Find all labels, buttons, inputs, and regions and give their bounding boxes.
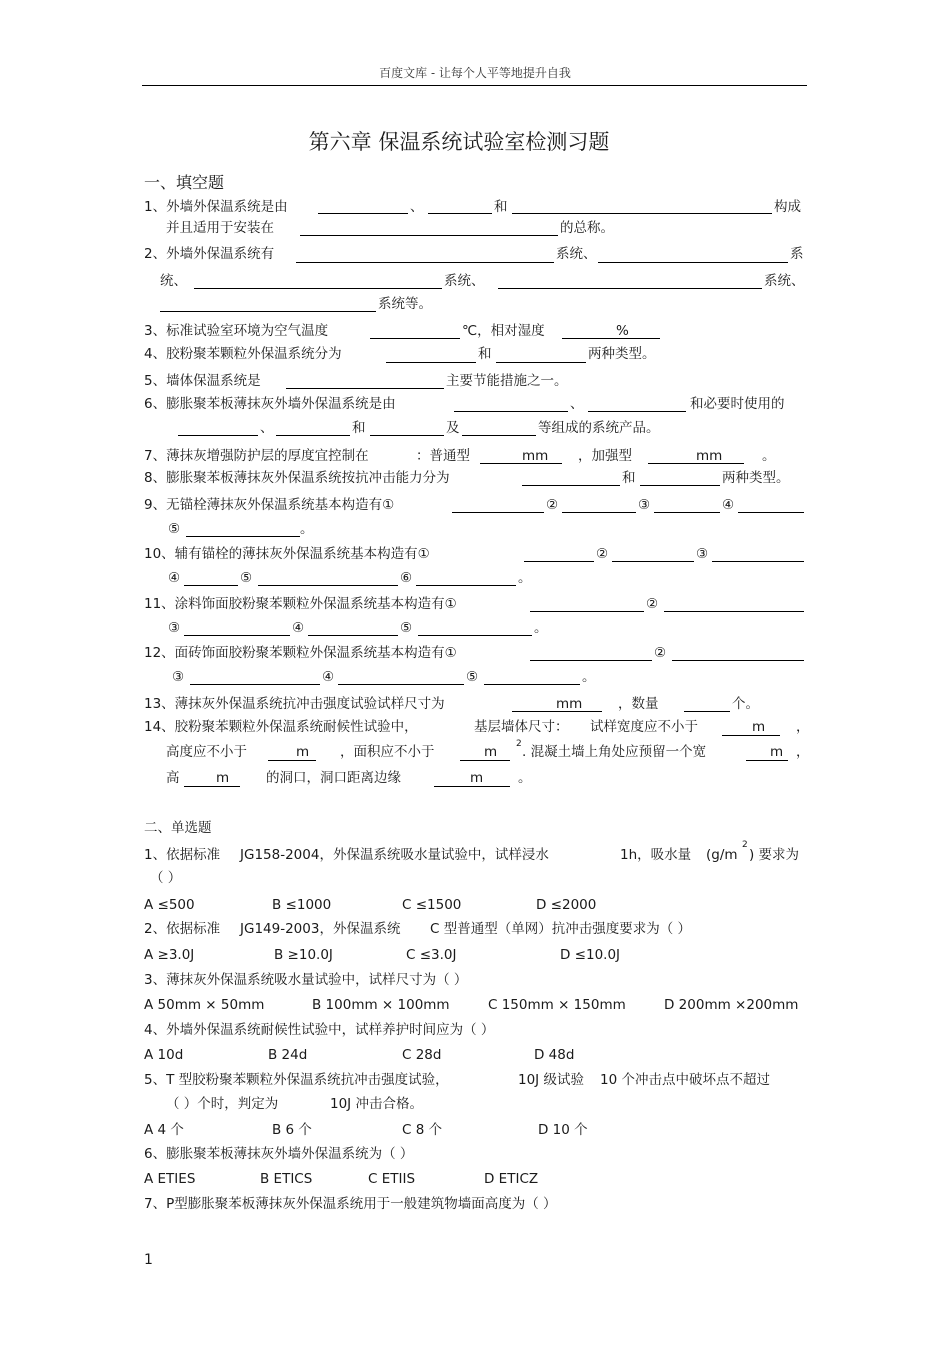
answer-blank[interactable]: [530, 660, 652, 661]
c7-text-a: 7、P型膨胀聚苯板薄抹灰外保温系统用于一般建筑物墙面高度为（ ）: [144, 1196, 557, 1212]
q3-text-a: 3、标准试验室环境为空气温度: [144, 323, 329, 339]
q14-unit-edge: m: [470, 770, 484, 786]
answer-blank[interactable]: [664, 611, 804, 612]
q1-text-a: 1、外墙外保温系统是由: [144, 199, 288, 215]
q14-unit-hole-width: m: [770, 744, 784, 760]
q14-text-e: ，: [796, 719, 810, 735]
c5-text-b: 10J 级试验: [518, 1072, 584, 1088]
q14-unit-area: m: [484, 744, 498, 760]
answer-blank[interactable]: [286, 388, 444, 389]
q8-text-c: 两种类型。: [722, 470, 790, 486]
q14-text-f: 高度应不小于: [166, 744, 247, 760]
q13-unit-mm: mm: [556, 696, 583, 712]
c4-text-a: 4、外墙外保温系统耐候性试验中，试样养护时间应为（ ）: [144, 1022, 495, 1038]
q12-text-f: 。: [582, 669, 596, 685]
q9-text-b: ②: [546, 497, 559, 513]
c6-text-a: 6、膨胀聚苯板薄抹灰外墙外保温系统为（ ）: [144, 1146, 414, 1162]
c2-option-b[interactable]: B ≥10.0J: [274, 947, 333, 963]
c1-text-b: JG158-2004，外保温系统吸水量试验中，试样浸水: [240, 847, 549, 863]
q14-text-k: . 混凝土墙上角处应预留一个宽: [522, 744, 707, 760]
q7-text-a: 7、薄抹灰增强防护层的厚度宜控制在: [144, 448, 369, 464]
q1-text-c: 和: [494, 199, 508, 215]
answer-blank[interactable]: [194, 288, 442, 289]
answer-blank[interactable]: [452, 512, 544, 513]
c4-option-a[interactable]: A 10d: [144, 1047, 184, 1063]
c6-option-c[interactable]: C ETIIS: [368, 1171, 416, 1187]
q14-unit-hole-height: m: [216, 770, 230, 786]
q2-text-b: 系统、: [556, 246, 597, 262]
answer-blank[interactable]: [562, 338, 660, 339]
answer-blank[interactable]: [190, 684, 320, 685]
q10-text-a: 10、辅有锚栓的薄抹灰外保温系统基本构造有①: [144, 546, 430, 562]
page-number: 1: [144, 1252, 153, 1268]
answer-blank[interactable]: [498, 288, 762, 289]
q9-text-d: ④: [722, 497, 735, 513]
c1-option-a[interactable]: A ≤500: [144, 897, 195, 913]
q12-text-c: ③: [172, 669, 185, 685]
q1-text-b: 、: [410, 199, 424, 215]
c5-option-c[interactable]: C 8 个: [402, 1122, 443, 1138]
q6-text-d: 、: [260, 420, 274, 436]
c1-text-a: 1、依据标准: [144, 847, 221, 863]
q10-text-e: ⑤: [240, 570, 253, 586]
q9-text-e: ⑤: [168, 521, 181, 537]
c1-paren: （ ）: [150, 870, 182, 886]
answer-blank[interactable]: [738, 512, 804, 513]
q5-text-b: 主要节能措施之一。: [446, 373, 568, 389]
q10-text-b: ②: [596, 546, 609, 562]
c2-text-a: 2、依据标准: [144, 921, 221, 937]
q9-text-a: 9、无锚栓薄抹灰外保温系统基本构造有①: [144, 497, 395, 513]
c2-text-b: JG149-2003，外保温系统: [240, 921, 401, 937]
q6-text-e: 和: [352, 420, 366, 436]
c2-option-c[interactable]: C ≤3.0J: [406, 947, 457, 963]
answer-blank[interactable]: [654, 512, 720, 513]
answer-blank[interactable]: [416, 585, 516, 586]
q5-text-a: 5、墙体保温系统是: [144, 373, 261, 389]
q14-text-a: 14、胶粉聚苯颗粒外保温系统耐候性试验中，: [144, 719, 418, 735]
q11-text-c: ③: [168, 620, 181, 636]
answer-blank[interactable]: [160, 311, 376, 312]
q14-text-n: 高: [166, 770, 180, 786]
c5-option-a[interactable]: A 4 个: [144, 1122, 184, 1138]
q14-text-p: 的洞口，洞口距离边缘: [266, 770, 401, 786]
answer-blank[interactable]: [684, 711, 730, 712]
c2-text-c: C 型普通型（单网）抗冲击强度要求为（ ）: [430, 921, 692, 937]
c4-option-b[interactable]: B 24d: [268, 1047, 308, 1063]
q3-text-b: ℃，相对湿度: [462, 323, 545, 339]
c2-option-a[interactable]: A ≥3.0J: [144, 947, 195, 963]
answer-blank[interactable]: [338, 684, 464, 685]
answer-blank[interactable]: [530, 611, 644, 612]
q10-text-c: ③: [696, 546, 709, 562]
answer-blank[interactable]: [512, 213, 772, 214]
answer-blank[interactable]: [318, 213, 408, 214]
c1-option-b[interactable]: B ≤1000: [272, 897, 332, 913]
answer-blank[interactable]: [722, 735, 780, 736]
q10-text-g: 。: [518, 570, 532, 586]
q6-text-g: 等组成的系统产品。: [538, 420, 660, 436]
q14-text-b: 基层墙体尺寸：: [474, 719, 569, 735]
answer-blank[interactable]: [184, 585, 238, 586]
q7-unit-mm-reinforced: mm: [696, 448, 723, 464]
c3-option-d[interactable]: D 200mm ×200mm: [664, 997, 799, 1013]
q13-text-d: 个。: [732, 696, 759, 712]
answer-blank[interactable]: [480, 463, 562, 464]
answer-blank[interactable]: [524, 561, 594, 562]
answer-blank[interactable]: [484, 684, 580, 685]
answer-blank[interactable]: [672, 660, 804, 661]
answer-blank[interactable]: [184, 635, 290, 636]
answer-blank[interactable]: [454, 411, 568, 412]
c6-option-a[interactable]: A ETIES: [144, 1171, 196, 1187]
q9-text-f: 。: [300, 521, 314, 537]
q12-text-a: 12、面砖饰面胶粉聚苯颗粒外保温系统基本构造有①: [144, 645, 457, 661]
q7-text-b: ：普通型: [416, 448, 470, 464]
q14-unit-height: m: [296, 744, 310, 760]
answer-blank[interactable]: [562, 512, 636, 513]
q12-text-d: ④: [322, 669, 335, 685]
c1-superscript: 2: [742, 840, 748, 850]
q1-text-d: 构成: [774, 199, 801, 215]
q11-text-e: ⑤: [400, 620, 413, 636]
q12-text-e: ⑤: [466, 669, 479, 685]
c1-text-d: (g/m: [706, 847, 738, 863]
c2-option-d[interactable]: D ≤10.0J: [560, 947, 621, 963]
answer-blank[interactable]: [712, 561, 804, 562]
answer-blank[interactable]: [296, 262, 554, 263]
q4-text-a: 4、胶粉聚苯颗粒外保温系统分为: [144, 346, 342, 362]
answer-blank[interactable]: [178, 435, 258, 436]
q6-text-a: 6、膨胀聚苯板薄抹灰外墙外保温系统是由: [144, 396, 396, 412]
q14-text-h: ，面积应不小于: [340, 744, 435, 760]
q7-text-f: 。: [762, 448, 776, 464]
q14-text-r: 。: [518, 770, 532, 786]
c3-option-b[interactable]: B 100mm × 100mm: [312, 997, 450, 1013]
c3-text-a: 3、薄抹灰外保温系统吸水量试验中，试样尺寸为（ ）: [144, 972, 468, 988]
c5-text-a: 5、T 型胶粉聚苯颗粒外保温系统抗冲击强度试验，: [144, 1072, 449, 1088]
c1-option-d[interactable]: D ≤2000: [536, 897, 597, 913]
answer-blank[interactable]: [640, 485, 720, 486]
answer-blank[interactable]: [184, 786, 240, 787]
q7-text-d: ，加强型: [578, 448, 632, 464]
q12-text-b: ②: [654, 645, 667, 661]
q2-text-a: 2、外墙外保温系统有: [144, 246, 275, 262]
answer-blank[interactable]: [370, 435, 444, 436]
q9-text-c: ③: [638, 497, 651, 513]
answer-blank[interactable]: [462, 435, 536, 436]
c1-text-c: 1h，吸水量: [620, 847, 692, 863]
answer-blank[interactable]: [386, 362, 476, 363]
answer-blank[interactable]: [612, 561, 694, 562]
chapter-title: 第六章 保温系统试验室检测习题: [308, 130, 610, 154]
answer-blank[interactable]: [308, 635, 398, 636]
c1-option-c[interactable]: C ≤1500: [402, 897, 462, 913]
section-choice-heading: 二、单选题: [144, 820, 212, 836]
answer-blank[interactable]: [258, 585, 398, 586]
q11-text-d: ④: [292, 620, 305, 636]
c1-text-f: ) 要求为: [749, 847, 800, 863]
c4-option-c[interactable]: C 28d: [402, 1047, 442, 1063]
q6-text-b: 、: [570, 396, 584, 412]
q8-text-b: 和: [622, 470, 636, 486]
c3-option-c[interactable]: C 150mm × 150mm: [488, 997, 626, 1013]
q11-text-b: ②: [646, 596, 659, 612]
q4-text-c: 两种类型。: [588, 346, 656, 362]
answer-blank[interactable]: [276, 435, 350, 436]
header-rule: [142, 85, 807, 86]
q3-unit-percent: %: [616, 323, 629, 339]
c5-text-d: （ ）个时，判定为: [166, 1096, 279, 1112]
q13-text-c: ，数量: [618, 696, 659, 712]
q6-text-c: 和必要时使用的: [690, 396, 785, 412]
q11-text-a: 11、涂料饰面胶粉聚苯颗粒外保温系统基本构造有①: [144, 596, 457, 612]
q14-text-c: 试样宽度应不小于: [590, 719, 698, 735]
q1-text-f: 的总称。: [560, 220, 614, 236]
q10-text-f: ⑥: [400, 570, 413, 586]
q2-text-d: 统、: [160, 273, 187, 289]
answer-blank[interactable]: [418, 635, 532, 636]
c4-option-d[interactable]: D 48d: [534, 1047, 575, 1063]
q10-text-d: ④: [168, 570, 181, 586]
q8-text-a: 8、膨胀聚苯板薄抹灰外保温系统按抗冲击能力分为: [144, 470, 450, 486]
q7-unit-mm-normal: mm: [522, 448, 549, 464]
c6-option-b[interactable]: B ETICS: [260, 1171, 313, 1187]
answer-blank[interactable]: [522, 485, 620, 486]
answer-blank[interactable]: [186, 536, 300, 537]
q11-text-f: 。: [534, 620, 548, 636]
q2-text-e: 系统、: [444, 273, 485, 289]
q2-text-g: 系统等。: [378, 296, 432, 312]
c5-text-e: 10J 冲击合格。: [330, 1096, 423, 1112]
c3-option-a[interactable]: A 50mm × 50mm: [144, 997, 265, 1013]
c6-option-d[interactable]: D ETICZ: [484, 1171, 539, 1187]
q2-text-f: 系统、: [764, 273, 805, 289]
answer-blank[interactable]: [428, 213, 492, 214]
page-header: 百度文库 - 让每个人平等地提升自我: [379, 66, 571, 80]
c5-option-b[interactable]: B 6 个: [272, 1122, 312, 1138]
q14-superscript: 2: [516, 739, 522, 749]
q13-text-a: 13、薄抹灰外保温系统抗冲击强度试验试样尺寸为: [144, 696, 445, 712]
c5-text-c: 10 个冲击点中破坏点不超过: [600, 1072, 770, 1088]
answer-blank[interactable]: [588, 411, 686, 412]
answer-blank[interactable]: [598, 262, 788, 263]
c5-option-d[interactable]: D 10 个: [538, 1122, 588, 1138]
q14-unit-width: m: [752, 719, 766, 735]
answer-blank[interactable]: [370, 338, 460, 339]
answer-blank[interactable]: [496, 362, 586, 363]
answer-blank[interactable]: [300, 235, 558, 236]
q6-text-f: 及: [446, 420, 460, 436]
q14-text-m: ，: [796, 744, 810, 760]
q4-text-b: 和: [478, 346, 492, 362]
section-fill-heading: 一、填空题: [144, 173, 225, 192]
q1-text-e: 并且适用于安装在: [166, 220, 274, 236]
q2-text-c: 系: [790, 246, 804, 262]
